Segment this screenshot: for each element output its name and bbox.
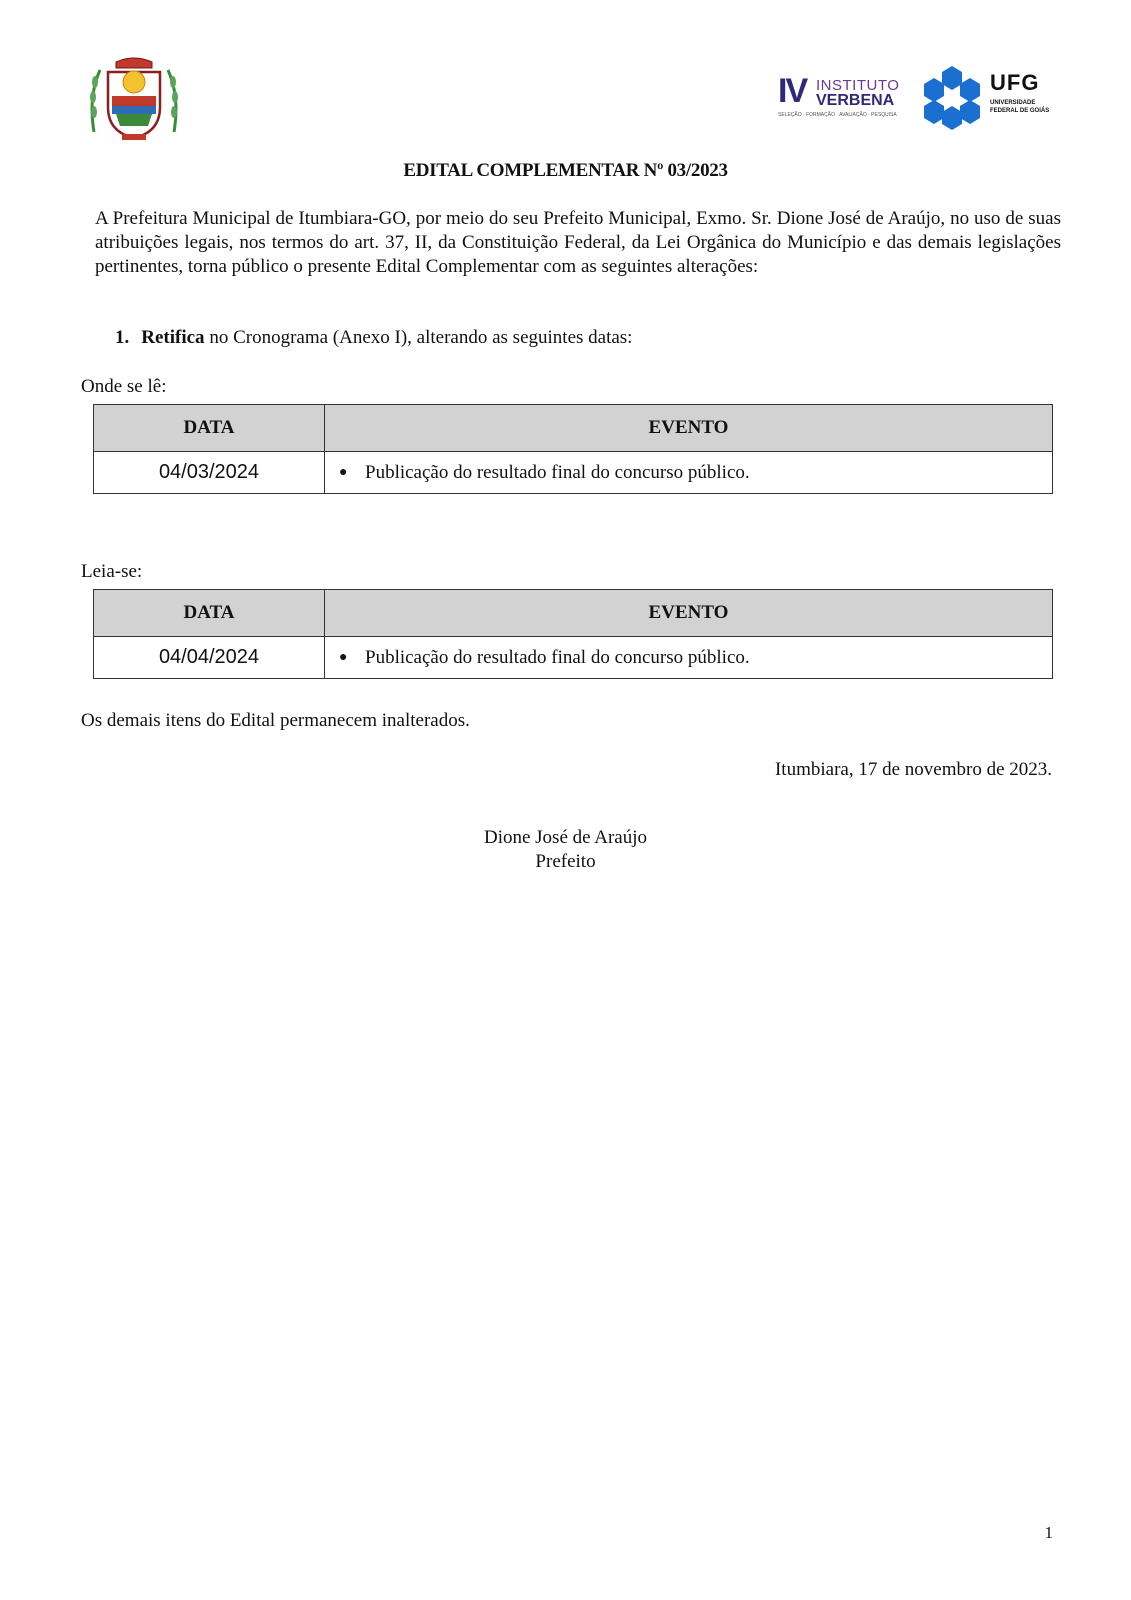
- item-number: 1.: [115, 327, 130, 348]
- bullet-icon: ●: [339, 650, 348, 666]
- leia-se-label: Leia-se:: [81, 561, 143, 582]
- signer-role: Prefeito: [535, 851, 596, 872]
- table-header-row: [94, 590, 1053, 637]
- event-header: EVENTO: [325, 405, 1053, 452]
- place-date: Itumbiara, 17 de novembro de 2023.: [774, 759, 1052, 780]
- item-text: no Cronograma (Anexo I), alterando as seguintes datas:: [204, 327, 633, 348]
- event-cell: [325, 637, 1053, 679]
- event-text: Publicação do resultado final do concurso público.: [365, 461, 750, 483]
- verbena-line1: INSTITUTO: [816, 77, 900, 94]
- ufg-sub2: FEDERAL DE GOIÁS: [990, 108, 1050, 114]
- item-lead: Retifica: [141, 327, 205, 348]
- header-logos: [0, 0, 1131, 150]
- ufg-name: UFG: [990, 70, 1040, 95]
- table-header-row: [94, 405, 1053, 452]
- document-title: EDITAL COMPLEMENTAR Nº 03/2023: [403, 160, 728, 181]
- instituto-verbena-logo: [778, 72, 903, 124]
- leia-se-table: [93, 589, 1053, 679]
- onde-se-le-label: Onde se lê:: [81, 376, 167, 397]
- bullet-icon: ●: [339, 465, 348, 481]
- table-row: [94, 452, 1053, 494]
- verbena-line2: VERBENA: [816, 92, 895, 109]
- page-number: 1: [1044, 1523, 1053, 1542]
- onde-se-le-table: [93, 404, 1053, 494]
- date-cell: 04/03/2024: [94, 452, 325, 494]
- hexagon-cluster-icon: [920, 64, 984, 130]
- ufg-logo: [920, 64, 1050, 130]
- table-row: [94, 637, 1053, 679]
- date-header: DATA: [94, 405, 325, 452]
- verbena-tagline: SELEÇÃO · FORMAÇÃO · AVALIAÇÃO · PESQUISA: [778, 112, 897, 118]
- event-text: Publicação do resultado final do concurso público.: [365, 646, 750, 668]
- event-cell: [325, 452, 1053, 494]
- municipal-coat-of-arms-icon: [86, 52, 182, 142]
- signer-name: Dione José de Araújo: [483, 827, 648, 848]
- event-header: EVENTO: [325, 590, 1053, 637]
- intro-paragraph: A Prefeitura Municipal de Itumbiara-GO, por meio do seu Prefeito Municipal, Exmo. Sr. Dione José de Araújo, no uso de suas atribuições legais, nos termos do art. 37, II, da Constituição Federal, da Lei Orgânica do Município e das demais legislações pertinentes, torna público o presente Edital Complementar com as seguintes alterações:: [95, 208, 1061, 277]
- list-item-1: [115, 327, 632, 349]
- signature-block: [0, 826, 1131, 874]
- verbena-mark: IV: [778, 72, 807, 110]
- remaining-items-note: Os demais itens do Edital permanecem inalterados.: [81, 710, 470, 731]
- date-header: DATA: [94, 590, 325, 637]
- date-cell: 04/04/2024: [94, 637, 325, 679]
- ufg-sub1: UNIVERSIDADE: [990, 100, 1036, 106]
